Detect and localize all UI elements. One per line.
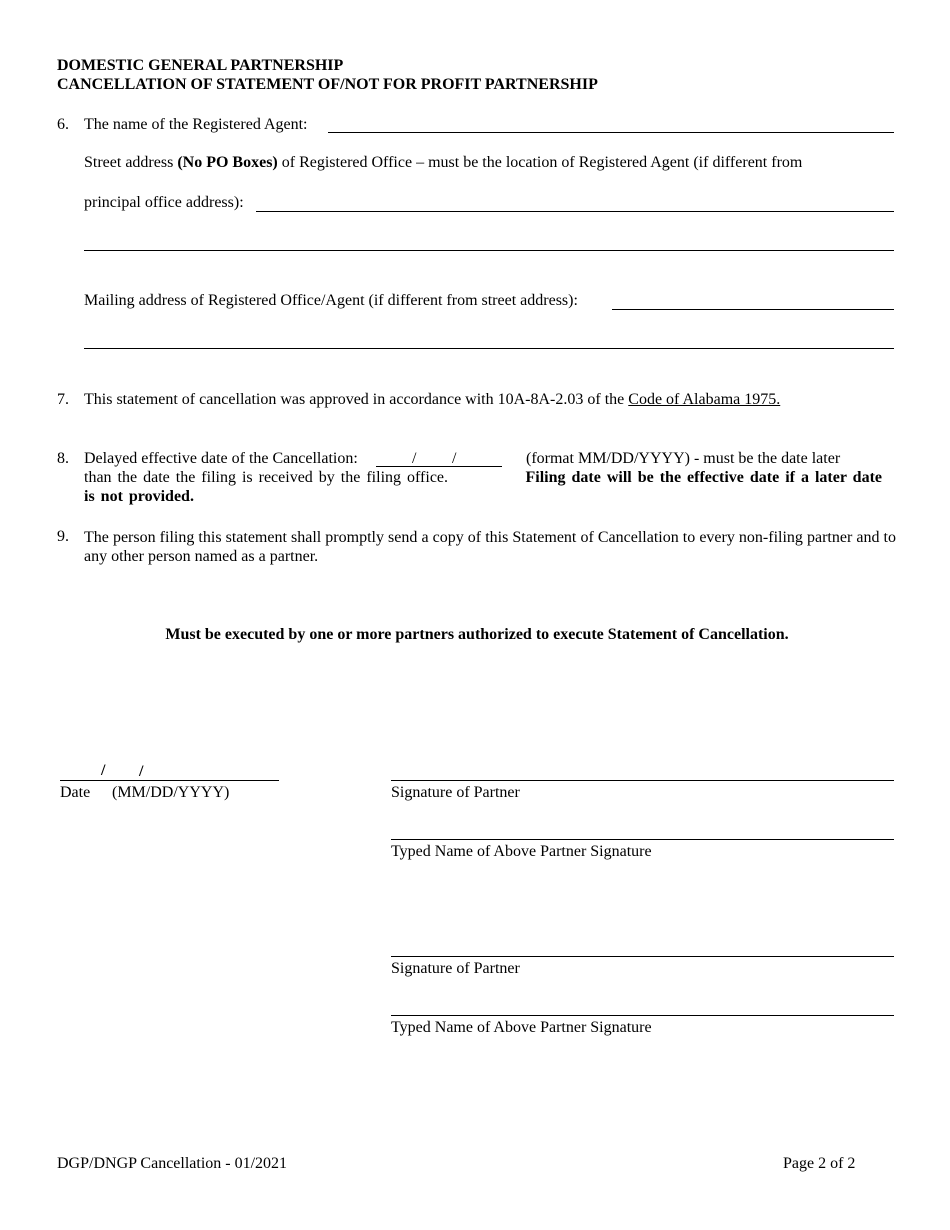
partner1-typed-name-label: Typed Name of Above Partner Signature	[391, 843, 652, 860]
partner1-signature-field[interactable]	[391, 780, 894, 781]
item7-number: 7.	[57, 391, 69, 408]
item8-line2: than the date the filing is received by the filing office. Filing date will be the effective date if a later date	[84, 469, 882, 486]
delayed-date-field[interactable]	[376, 466, 502, 467]
registered-agent-label: The name of the Registered Agent:	[84, 116, 308, 133]
item9-text: The person filing this statement shall promptly send a copy of this Statement of Cancellation to every non-filing partner and to any other person named as a partner.	[84, 529, 896, 565]
sign-date-format: (MM/DD/YYYY)	[112, 784, 230, 801]
partner2-signature-field[interactable]	[391, 956, 894, 957]
mailing-address-field-line2[interactable]	[84, 348, 894, 349]
partner1-typed-name-field[interactable]	[391, 839, 894, 840]
partner2-typed-name-field[interactable]	[391, 1015, 894, 1016]
partner2-typed-name-label: Typed Name of Above Partner Signature	[391, 1019, 652, 1036]
item9-number: 9.	[57, 528, 69, 545]
partner1-signature-label: Signature of Partner	[391, 784, 520, 801]
partner2-signature-label: Signature of Partner	[391, 960, 520, 977]
street-address-label: Street address (No PO Boxes) of Registered Office – must be the location of Registered Agent (if different from	[84, 154, 803, 171]
sign-date-field[interactable]	[60, 780, 279, 781]
mailing-address-label: Mailing address of Registered Office/Agent (if different from street address):	[84, 292, 578, 309]
registered-agent-field[interactable]	[328, 132, 894, 133]
footer-page-number: Page 2 of 2	[783, 1155, 856, 1172]
execution-note: Must be executed by one or more partners authorized to execute Statement of Cancellation.	[165, 626, 789, 643]
street-address-label-cont: principal office address):	[84, 194, 244, 211]
item6-number: 6.	[57, 116, 69, 133]
delayed-date-slash2: /	[452, 450, 457, 467]
street-address-field-line2[interactable]	[84, 250, 894, 251]
footer-form-id: DGP/DNGP Cancellation - 01/2021	[57, 1155, 288, 1172]
form-title-line2: CANCELLATION OF STATEMENT OF/NOT FOR PROFIT PARTNERSHIP	[57, 76, 598, 93]
code-of-alabama-ref: Code of Alabama 1975.	[628, 391, 781, 408]
item8-line3: is not provided.	[84, 488, 194, 505]
delayed-date-label: Delayed effective date of the Cancellation:	[84, 450, 358, 467]
street-address-field-line1[interactable]	[256, 211, 894, 212]
form-title-line1: DOMESTIC GENERAL PARTNERSHIP	[57, 57, 344, 74]
item7-text: This statement of cancellation was approved in accordance with 10A-8A-2.03 of the Code of Alabama 1975.	[84, 391, 781, 408]
date-format-note: (format MM/DD/YYYY) - must be the date later	[526, 450, 841, 467]
sign-date-label: Date	[60, 784, 91, 801]
item8-number: 8.	[57, 450, 69, 467]
delayed-date-slash1: /	[412, 450, 417, 467]
mailing-address-field-line1[interactable]	[612, 309, 894, 310]
sign-date-slash2: /	[139, 763, 144, 780]
sign-date-slash1: /	[101, 762, 106, 779]
